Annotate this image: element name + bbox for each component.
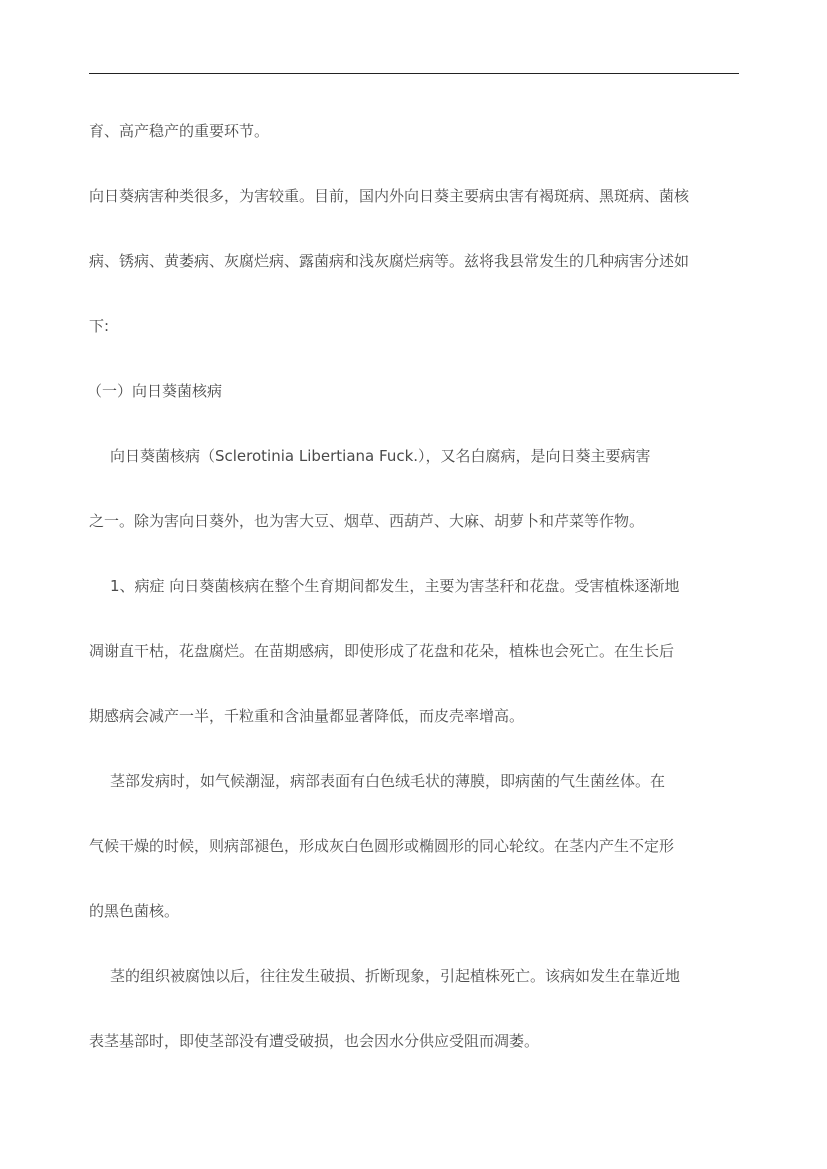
text-line-9: 凋谢直干枯，花盘腐烂。在苗期感病，即使形成了花盘和花朵，植株也会死亡。在生长后 — [89, 642, 675, 660]
text-line-12: 气候干燥的时候，则病部褪色，形成灰白色圆形或椭圆形的同心轮纹。在茎内产生不定形 — [89, 837, 675, 855]
section-heading: （一）向日葵菌核病 — [87, 382, 223, 400]
text-line-15: 表茎基部时，即使茎部没有遭受破损，也会因水分供应受阻而凋萎。 — [89, 1032, 540, 1050]
text-line-11: 茎部发病时，如气候潮湿，病部表面有白色绒毛状的薄膜，即病菌的气生菌丝体。在 — [110, 772, 666, 790]
text-line-10: 期感病会减产一半，千粒重和含油量都显著降低，而皮壳率增高。 — [89, 707, 525, 725]
text-line-7: 之一。除为害向日葵外，也为害大豆、烟草、西葫芦、大麻、胡萝卜和芹菜等作物。 — [89, 512, 645, 530]
text-line-13: 的黑色菌核。 — [89, 902, 180, 920]
text-line-6: 向日葵菌核病（Sclerotinia Libertiana Fuck.），又名白腐病，是向日葵主要病害 — [110, 447, 651, 465]
header-rule — [89, 73, 739, 74]
text-line-2: 向日葵病害种类很多，为害较重。目前，国内外向日葵主要病虫害有褐斑病、黑斑病、菌核 — [89, 187, 690, 205]
text-line-14: 茎的组织被腐蚀以后，往往发生破损、折断现象，引起植株死亡。该病如发生在靠近地 — [110, 967, 681, 985]
text-line-1: 育、高产稳产的重要环节。 — [89, 122, 270, 140]
text-line-3: 病、锈病、黄萎病、灰腐烂病、露菌病和浅灰腐烂病等。兹将我县常发生的几种病害分述如 — [89, 252, 690, 270]
text-line-8: 1、病症 向日葵菌核病在整个生育期间都发生，主要为害茎秆和花盘。受害植株逐渐地 — [110, 577, 680, 595]
text-line-4: 下: — [89, 317, 110, 335]
